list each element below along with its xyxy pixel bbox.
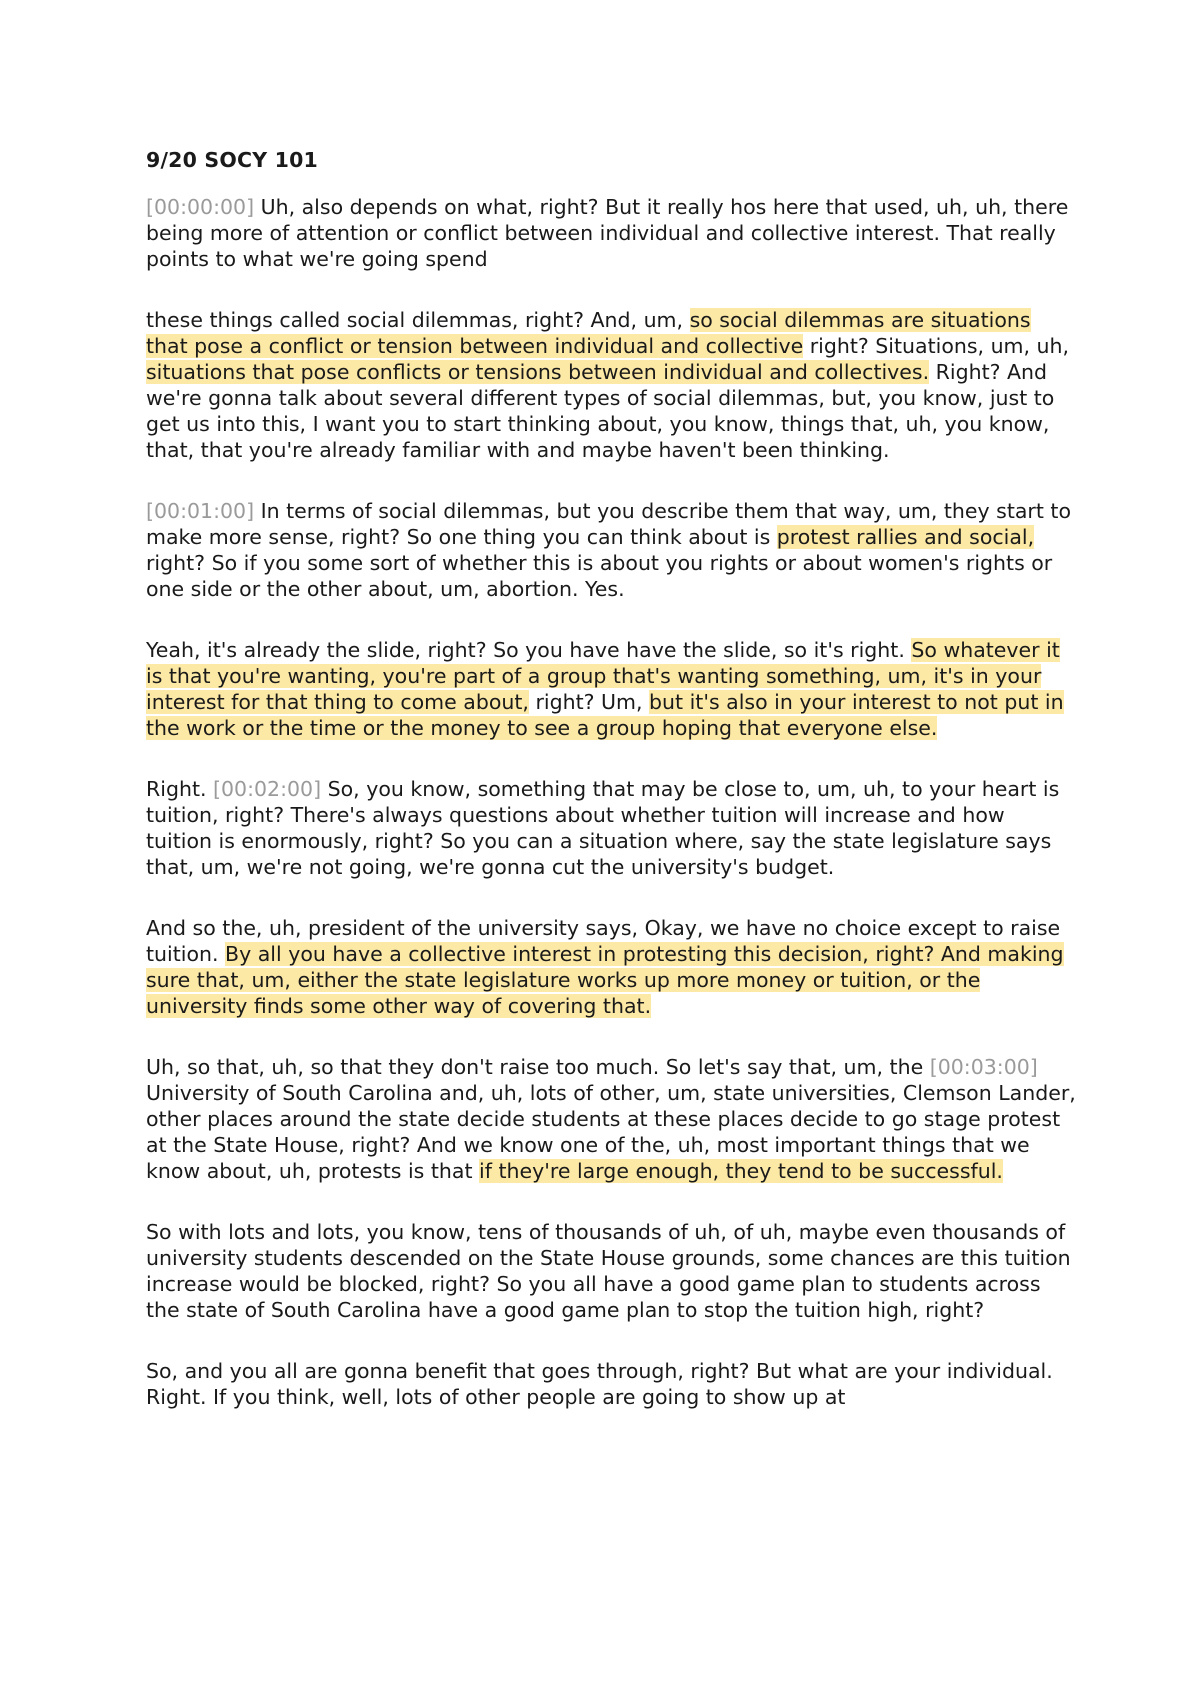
- paragraph-text: So, you know, something that may be close to, um, uh, to your heart is tuition, right? There's always questions about whether tuition will increase and how tuition is enormously, right? So you can a situation where, say the state legislature says that, um, we're not going, we're gonna cut the university's budget.: [146, 777, 1060, 879]
- paragraph-text: these things called social dilemmas, right? And, um,: [146, 308, 690, 332]
- paragraph-text: Uh, also depends on what, right? But it really hos here that used, uh, uh, there being more of attention or conflict between individual and collective interest. That really points to what we're going spend: [146, 195, 1069, 271]
- transcript-paragraph: [146, 1054, 1076, 1184]
- transcript-paragraph: [146, 776, 1076, 880]
- transcript-paragraph: [146, 637, 1076, 741]
- timestamp: [00:02:00]: [213, 777, 322, 801]
- transcript-paragraph: [146, 915, 1076, 1019]
- highlighted-text: By all you have a collective interest in protesting this decision, right? And making sure that, um, either the state legislature works up more money or tuition, or the university finds some other way of covering that.: [146, 942, 1064, 1018]
- transcript-paragraph: [146, 1358, 1076, 1410]
- highlighted-text: situations that pose conflicts or tensions between individual and collectives.: [146, 360, 930, 384]
- paragraph-text: So, and you all are gonna benefit that goes through, right? But what are your individual. Right. If you think, well, lots of other people are going to show up at: [146, 1359, 1053, 1409]
- highlighted-text: so social dilemmas are situations that pose a conflict or tension between individual and collective: [146, 308, 1031, 358]
- paragraph-text: And so the, uh, president of the university says, Okay, we have no choice except to raise tuition.: [146, 916, 1061, 966]
- transcript-paragraph: [146, 1219, 1076, 1323]
- paragraph-text: right? Um,: [528, 690, 650, 714]
- document-title: 9/20 SOCY 101: [146, 148, 319, 172]
- paragraph-text: University of South Carolina and, uh, lots of other, um, state universities, Clemson Lander, other places around the state decide students at these places decide to go stage protest at the State House, right? And we know one of the, uh, most important things that we know about, uh, protests is that: [146, 1081, 1076, 1183]
- paragraph-text: So with lots and lots, you know, tens of thousands of uh, of uh, maybe even thousands of university students descended on the State House grounds, some chances are this tuition increase would be blocked, right? So you all have a good game plan to students across the state of South Carolina have a good game plan to stop the tuition high, right?: [146, 1220, 1071, 1322]
- paragraph-text: Uh, so that, uh, so that they don't raise too much. So let's say that, um, the: [146, 1055, 930, 1079]
- paragraph-text: Right? And we're gonna talk about several different types of social dilemmas, but, you know, just to get us into this, I want you to start thinking about, you know, things that, uh, you know, that, that you're already familiar with and maybe haven't been thinking.: [146, 360, 1055, 462]
- highlighted-text: So whatever it is that you're wanting, you're part of a group that's wanting something, um, it's in your interest for that thing to come about,: [146, 638, 1060, 714]
- timestamp: [00:00:00]: [146, 195, 255, 219]
- paragraph-text: Right.: [146, 777, 214, 801]
- document-body: [146, 194, 1080, 1410]
- highlighted-text: but it's also in your interest to not put in the work or the time or the money to see a group hoping that everyone else.: [146, 690, 1064, 740]
- paragraph-text: In terms of social dilemmas, but you describe them that way, um, they start to make more sense, right? So one thing you can think about is: [146, 499, 1071, 549]
- paragraph-text: Yeah, it's already the slide, right? So you have have the slide, so it's right.: [146, 638, 912, 662]
- paragraph-text: right? So if you some sort of whether this is about you rights or about women's rights or one side or the other about, um, abortion. Yes.: [146, 551, 1053, 601]
- transcript-paragraph: [146, 498, 1076, 602]
- transcript-paragraph: [146, 194, 1076, 272]
- highlighted-text: protest rallies and social,: [776, 525, 1035, 549]
- timestamp: [00:03:00]: [929, 1055, 1038, 1079]
- highlighted-text: if they're large enough, they tend to be successful.: [479, 1159, 1003, 1183]
- timestamp: [00:01:00]: [146, 499, 255, 523]
- transcript-paragraph: [146, 307, 1076, 463]
- paragraph-text: right? Situations, um, uh,: [803, 334, 1070, 358]
